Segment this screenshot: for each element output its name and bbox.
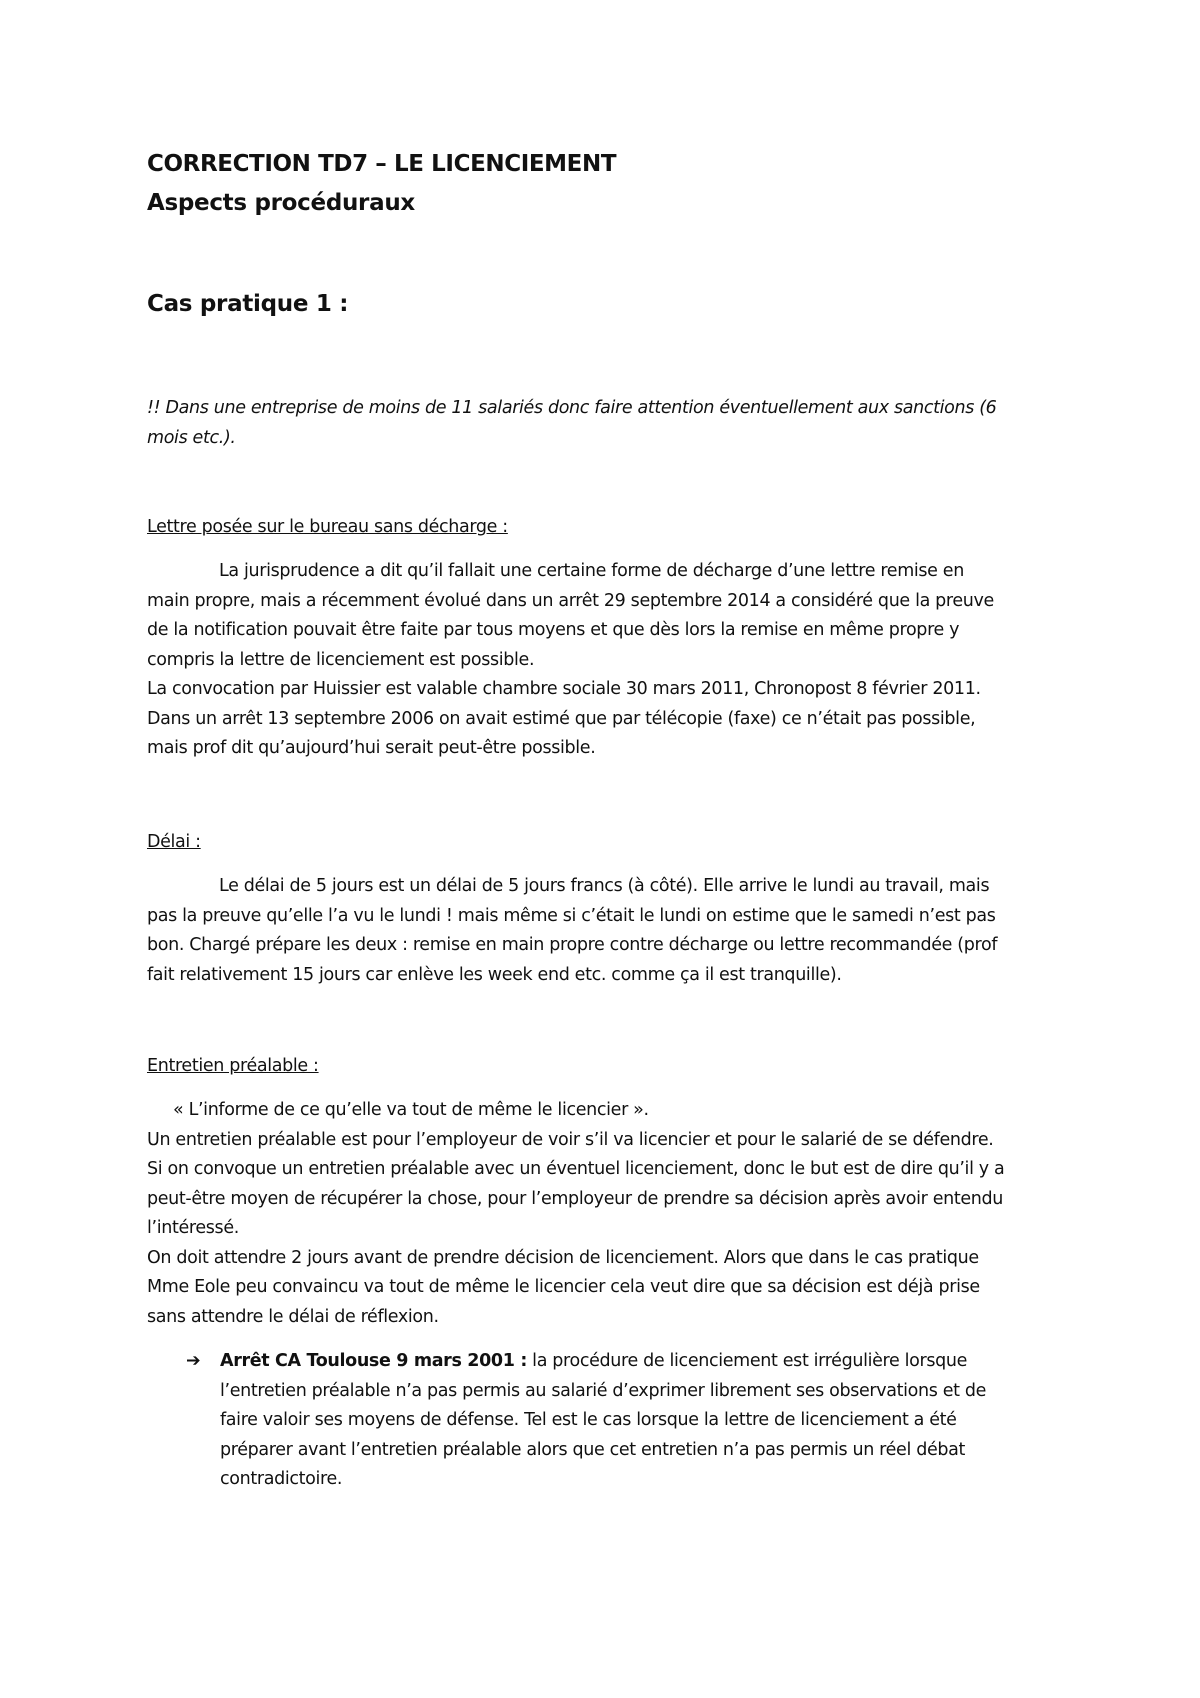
section-heading: Entretien préalable : [147, 1056, 319, 1076]
paragraph-line: fait relativement 15 jours car enlève les week end etc. comme ça il est tranquille). [147, 964, 842, 985]
paragraph-line: peut-être moyen de récupérer la chose, pour l’employeur de prendre sa décision après avoir entendu [147, 1188, 1004, 1209]
paragraph-line: bon. Chargé prépare les deux : remise en main propre contre décharge ou lettre recommandée (prof [147, 935, 998, 955]
bullet-first-line-rest: la procédure de licenciement est irrégulière lorsque [526, 1351, 968, 1371]
section-heading: Lettre posée sur le bureau sans décharge : [147, 517, 508, 537]
warning-line: mois etc.). [147, 427, 236, 448]
paragraph-line: Le délai de 5 jours est un délai de 5 jours francs (à côté). Elle arrive le lundi au travail, mais [219, 876, 990, 896]
bullet-line: préparer avant l’entretien préalable alors que cet entretien n’a pas permis un réel débat [220, 1439, 966, 1460]
section-entretien-body [147, 1096, 1077, 1332]
arret-reference: Arrêt CA Toulouse 9 mars 2001 : [220, 1351, 527, 1371]
paragraph-line: main propre, mais a récemment évolué dans un arrêt 29 septembre 2014 a considéré que la preuve [147, 590, 994, 611]
paragraph-line: mais prof dit qu’aujourd’hui serait peut-être possible. [147, 738, 596, 758]
arret-bullet-text [220, 1347, 986, 1495]
document-title: CORRECTION TD7 – LE LICENCIEMENT [147, 151, 617, 177]
section-lettre-body [147, 557, 1077, 764]
arrow-right-icon: ➔ [186, 1351, 201, 1371]
paragraph-line: Un entretien préalable est pour l’employeur de voir s’il va licencier et pour le salarié de se défendre. [147, 1129, 994, 1150]
warning-line: !! Dans une entreprise de moins de 11 salariés donc faire attention éventuellement aux sanctions (6 [147, 398, 997, 418]
paragraph-line: sans attendre le délai de réflexion. [147, 1306, 439, 1327]
warning-paragraph [147, 394, 1077, 453]
paragraph-line: de la notification pouvait être faite par tous moyens et que dès lors la remise en même propre y [147, 620, 960, 640]
bullet-line: l’entretien préalable n’a pas permis au salarié d’exprimer librement ses observations et de [220, 1380, 987, 1401]
bullet-line: faire valoir ses moyens de défense. Tel est le cas lorsque la lettre de licenciement a été [220, 1410, 957, 1430]
paragraph-line: l’intéressé. [147, 1218, 239, 1238]
section-heading: Délai : [147, 832, 201, 852]
paragraph-line: pas la preuve qu’elle l’a vu le lundi ! mais même si c’était le lundi on estime que le samedi n’est pas [147, 905, 996, 926]
paragraph-line: La convocation par Huissier est valable chambre sociale 30 mars 2011, Chronopost 8 février 2011. [147, 679, 981, 699]
paragraph-line: compris la lettre de licenciement est possible. [147, 649, 535, 670]
paragraph-line: La jurisprudence a dit qu’il fallait une certaine forme de décharge d’une lettre remise en [219, 561, 964, 581]
bullet-first-line [220, 1347, 986, 1377]
section-entretien [147, 1052, 1077, 1082]
section-lettre [147, 513, 1077, 543]
paragraph-line: Dans un arrêt 13 septembre 2006 on avait estimé que par télécopie (faxe) ce n’était pas possible, [147, 708, 976, 729]
section-delai [147, 828, 1077, 858]
paragraph-line: Mme Eole peu convaincu va tout de même le licencier cela veut dire que sa décision est déjà prise [147, 1277, 980, 1297]
document-subtitle: Aspects procéduraux [147, 190, 415, 216]
paragraph-line: Si on convoque un entretien préalable avec un éventuel licenciement, donc le but est de dire qu’il y a [147, 1159, 1005, 1179]
section-delai-body [147, 872, 1077, 990]
case-heading: Cas pratique 1 : [147, 291, 349, 317]
paragraph-line: On doit attendre 2 jours avant de prendre décision de licenciement. Alors que dans le cas pratique [147, 1247, 979, 1268]
bullet-line: contradictoire. [220, 1469, 343, 1489]
paragraph-line: « L’informe de ce qu’elle va tout de même le licencier ». [173, 1100, 649, 1120]
